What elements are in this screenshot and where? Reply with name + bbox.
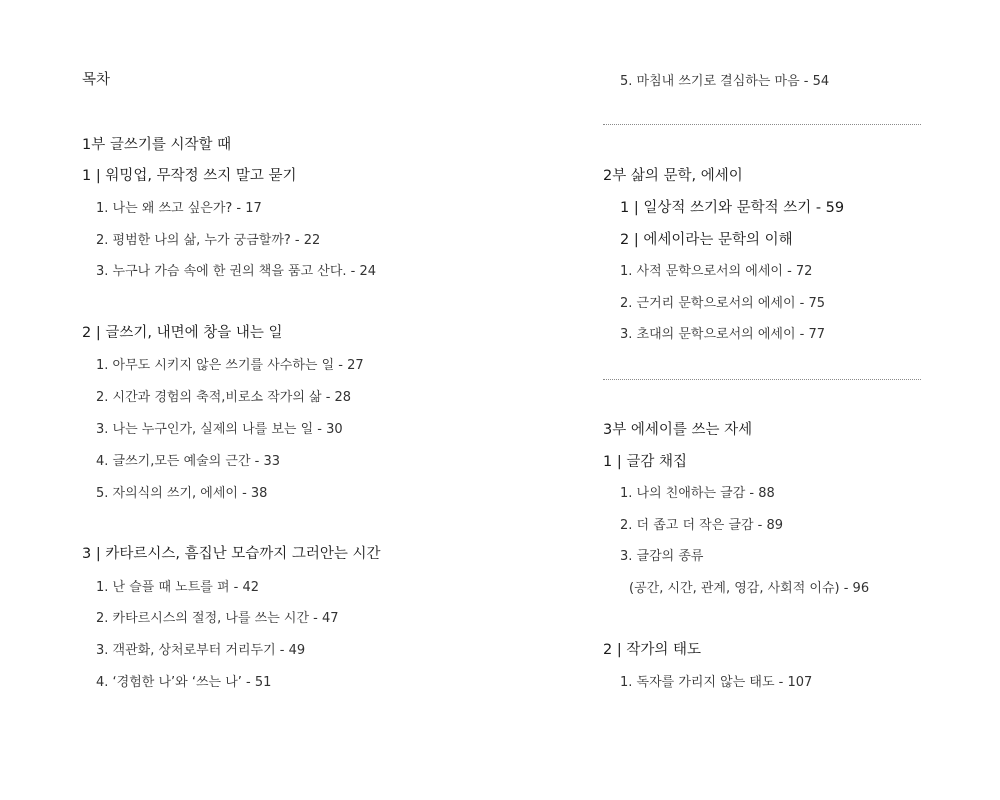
part2-title: 2부 삶의 문학, 에세이 (603, 168, 743, 184)
part2-chapter1-title: 1 | 일상적 쓰기와 문학적 쓰기 - 59 (620, 200, 845, 216)
toc-entry: 4. 글쓰기,모든 예술의 근간 - 33 (96, 454, 281, 469)
toc-entry: 2. 근거리 문학으로서의 에세이 - 75 (620, 296, 825, 311)
toc-entry: 1. 나는 왜 쓰고 싶은가? - 17 (96, 201, 262, 216)
toc-entry: 2. 카타르시스의 절정, 나를 쓰는 시간 - 47 (96, 611, 339, 626)
toc-entry: 1. 난 슬플 때 노트를 펴 - 42 (96, 580, 260, 595)
toc-entry: 2. 평범한 나의 삶, 누가 궁금할까? - 22 (96, 233, 321, 248)
part1-chapter2-title: 2 | 글쓰기, 내면에 창을 내는 일 (82, 325, 283, 341)
part3-chapter2-title: 2 | 작가의 태도 (603, 642, 701, 658)
toc-entry: 4. ‘경험한 나’와 ‘쓰는 나’ - 51 (96, 675, 272, 690)
toc-entry: 3. 글감의 종류 (620, 549, 704, 564)
part3-title: 3부 에세이를 쓰는 자세 (603, 422, 753, 438)
toc-entry-note: (공간, 시간, 관계, 영감, 사회적 이슈) - 96 (629, 581, 870, 596)
toc-entry: 1. 독자를 가리지 않는 태도 - 107 (620, 675, 813, 690)
section-divider (603, 379, 921, 380)
toc-entry: 3. 누구나 가슴 속에 한 권의 책을 품고 산다. - 24 (96, 264, 377, 279)
toc-entry: 5. 마침내 쓰기로 결심하는 마음 - 54 (620, 74, 830, 89)
part1-chapter3-title: 3 | 카타르시스, 흠집난 모습까지 그러안는 시간 (82, 546, 381, 562)
part1-title: 1부 글쓰기를 시작할 때 (82, 137, 232, 153)
part1-chapter1-title: 1 | 워밍업, 무작정 쓰지 말고 묻기 (82, 168, 297, 184)
section-divider (603, 124, 921, 125)
part2-chapter2-title: 2 | 에세이라는 문학의 이해 (620, 232, 793, 248)
toc-title: 목차 (82, 72, 111, 88)
toc-entry: 3. 초대의 문학으로서의 에세이 - 77 (620, 327, 825, 342)
toc-entry: 2. 더 좁고 더 작은 글감 - 89 (620, 518, 784, 533)
toc-entry: 1. 나의 친애하는 글감 - 88 (620, 486, 775, 501)
toc-entry: 5. 자의식의 쓰기, 에세이 - 38 (96, 486, 268, 501)
toc-entry: 1. 사적 문학으로서의 에세이 - 72 (620, 264, 813, 279)
toc-entry: 3. 나는 누구인가, 실제의 나를 보는 일 - 30 (96, 422, 343, 437)
toc-entry: 1. 아무도 시키지 않은 쓰기를 사수하는 일 - 27 (96, 358, 364, 373)
part3-chapter1-title: 1 | 글감 채집 (603, 454, 687, 470)
toc-entry: 2. 시간과 경험의 축적,비로소 작가의 삶 - 28 (96, 390, 352, 405)
toc-entry: 3. 객관화, 상처로부터 거리두기 - 49 (96, 643, 306, 658)
